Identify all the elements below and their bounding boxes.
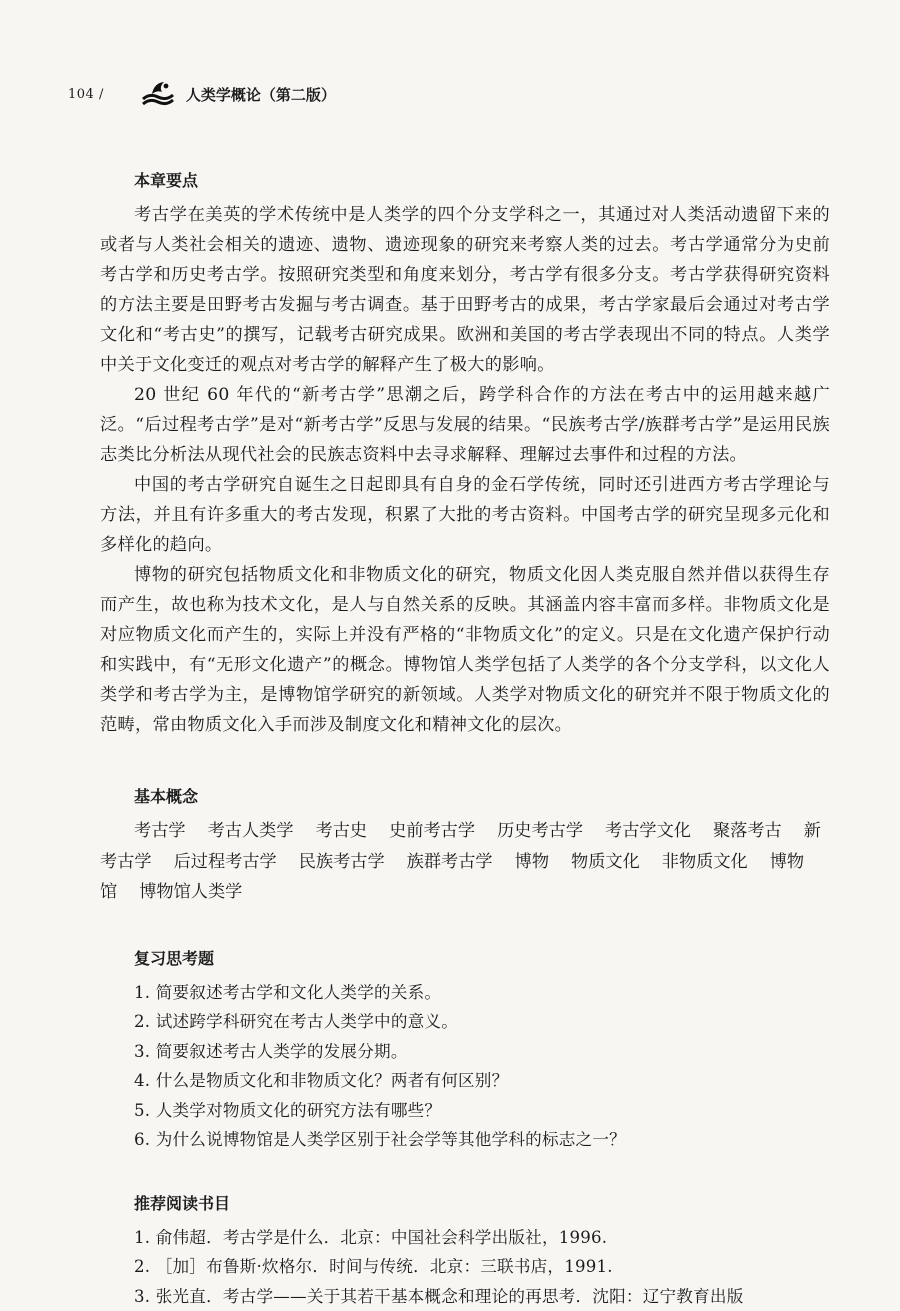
concept-term: 博物 [515,852,549,872]
concept-term: 考古学文化 [605,821,691,841]
question-item: 6. 为什么说博物馆是人类学区别于社会学等其他学科的标志之一？ [134,1125,830,1155]
question-item: 5. 人类学对物质文化的研究方法有哪些？ [134,1096,830,1126]
questions-heading: 复习思考题 [134,946,830,972]
page-number: 104 / [68,87,104,102]
book-wave-logo-icon [140,79,176,109]
question-item: 2. 试述跨学科研究在考古人类学中的意义。 [134,1007,830,1037]
reading-item: 3. 张光直．考古学——关于其若干基本概念和理论的再思考．沈阳：辽宁教育出版 [134,1282,830,1311]
concept-term: 博物馆人类学 [139,882,242,902]
concepts-list [100,816,830,908]
page-body [100,168,830,1311]
concept-term: 史前考古学 [389,821,475,841]
concept-term: 新考古学 [100,821,821,872]
concept-term: 非物质文化 [662,852,748,872]
summary-paragraph: 中国的考古学研究自诞生之日起即具有自身的金石学传统，同时还引进西方考古学理论与方法，并且有许多重大的考古发现，积累了大批的考古资料。中国考古学的研究呈现多元化和多样化的趋向。 [100,470,830,560]
concept-term: 民族考古学 [299,852,385,872]
concept-term: 物质文化 [571,852,640,872]
summary-paragraph: 20 世纪 60 年代的“新考古学”思潮之后，跨学科合作的方法在考古中的运用越来越广泛。“后过程考古学”是对“新考古学”反思与发展的结果。“民族考古学/族群考古学”是运用民族志类比分析法从现代社会的民族志资料中去寻求解释、理解过去事件和过程的方法。 [100,380,830,470]
running-header [68,78,336,110]
question-item: 4. 什么是物质文化和非物质文化？两者有何区别？ [134,1066,830,1096]
reading-heading: 推荐阅读书目 [134,1191,830,1217]
concept-term: 族群考古学 [407,852,493,872]
summary-paragraph: 博物的研究包括物质文化和非物质文化的研究，物质文化因人类克服自然并借以获得生存而产生，故也称为技术文化，是人与自然关系的反映。其涵盖内容丰富而多样。非物质文化是对应物质文化而产生的，实际上并没有严格的“非物质文化”的定义。只是在文化遗产保护行动和实践中，有“无形文化遗产”的概念。博物馆人类学包括了人类学的各个分支学科，以文化人类学和考古学为主，是博物馆学研究的新领域。人类学对物质文化的研究并不限于物质文化的范畴，常由物质文化入手而涉及制度文化和精神文化的层次。 [100,560,830,740]
concept-term: 考古人类学 [208,821,294,841]
question-item: 3. 简要叙述考古人类学的发展分期。 [134,1037,830,1067]
summary-heading: 本章要点 [134,168,830,194]
reading-item: 1. 俞伟超．考古学是什么．北京：中国社会科学出版社，1996. [134,1223,830,1253]
concept-term: 聚落考古 [713,821,782,841]
concept-term: 考古史 [316,821,368,841]
summary-paragraph: 考古学在美英的学术传统中是人类学的四个分支学科之一，其通过对人类活动遗留下来的或者与人类社会相关的遗迹、遗物、遗迹现象的研究来考察人类的过去。考古学通常分为史前考古学和历史考古学。按照研究类型和角度来划分，考古学有很多分支。考古学获得研究资料的方法主要是田野考古发掘与考古调查。基于田野考古的成果，考古学家最后会通过对考古学文化和“考古史”的撰写，记载考古研究成果。欧洲和美国的考古学表现出不同的特点。人类学中关于文化变迁的观点对考古学的解释产生了极大的影响。 [100,200,830,380]
question-item: 1. 简要叙述考古学和文化人类学的关系。 [134,978,830,1008]
concept-term: 后过程考古学 [174,852,277,872]
book-title: 人类学概论（第二版） [186,84,336,105]
concept-term: 历史考古学 [497,821,583,841]
concepts-heading: 基本概念 [134,784,830,810]
concept-term: 考古学 [134,821,186,841]
concept-term: 博物馆 [100,852,804,903]
reading-item: 2. ［加］布鲁斯·炊格尔．时间与传统．北京：三联书店，1991. [134,1252,830,1282]
